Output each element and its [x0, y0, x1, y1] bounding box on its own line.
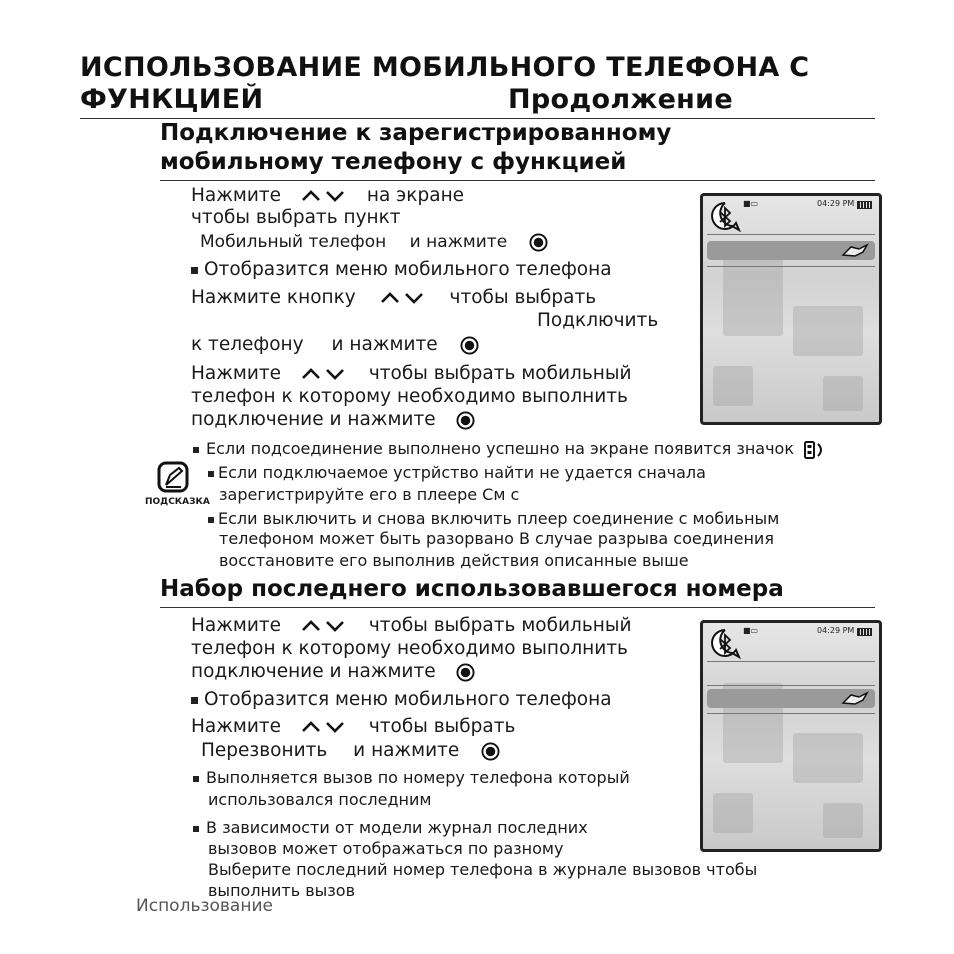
tip2-line2: телефоном может быть разорвано В случае разрыва соединения [219, 529, 774, 548]
s2-note2-line4: выполнить вызов [208, 881, 356, 900]
up-down-arrows-icon [301, 619, 349, 633]
up-down-arrows-icon [301, 189, 349, 203]
s1-step1-to-select: чтобы выбрать пункт [191, 207, 401, 228]
s2-note1-line2: использовался последним [208, 790, 432, 809]
s2-step2-redial: Перезвонить [201, 740, 328, 761]
device-screen-connect [700, 193, 882, 425]
s1-step1-and-press: и нажмите [409, 232, 508, 252]
tip2-line1: Если выключить и снова включить плеер соединение с мобиьным [208, 509, 779, 528]
signal-icon: ■▭ [743, 626, 759, 635]
s1-step1-on-screen: на экране [366, 185, 465, 206]
up-down-arrows-icon [301, 720, 349, 734]
s1-step2-line3 [191, 334, 479, 355]
s2-step1-select-mobile: чтобы выбрать мобильный [368, 615, 632, 636]
s1-step3-press: Нажмите [191, 363, 282, 384]
s1-step1-result: Отобразится меню мобильного телефона [191, 259, 612, 280]
bluetooth-icon [709, 201, 741, 233]
s1-step2-line1 [191, 287, 596, 308]
section1-divider [160, 180, 875, 181]
device-screen-redial [700, 620, 882, 852]
s2-step2-and-press: и нажмите [353, 740, 460, 761]
section2-divider [160, 607, 875, 608]
device-time: 04:29 PM [817, 199, 855, 208]
select-button-icon [481, 742, 500, 761]
device-time: 04:29 PM [817, 626, 855, 635]
select-button-icon [460, 336, 479, 355]
s1-step2-connect: Подключить [537, 310, 659, 331]
s2-step1-connection: подключение и нажмите [191, 661, 436, 682]
select-button-icon [456, 663, 475, 682]
tip-label: ПОДСКАЗКА [145, 497, 210, 507]
s2-step2-press: Нажмите [191, 716, 282, 737]
s1-step3-select-mobile: чтобы выбрать мобильный [368, 363, 632, 384]
s1-step2-press-button: Нажмите кнопку [191, 287, 356, 308]
tip2-line3: восстановите его выполнив действия описанные выше [219, 551, 689, 570]
up-down-arrows-icon [301, 367, 349, 381]
s2-note2-line3: Выберите последний номер телефона в журнале вызовов чтобы [208, 860, 758, 879]
s1-step1-line3 [200, 232, 548, 252]
tip1-line2: зарегистрируйте его в плеере См с [219, 485, 520, 504]
s1-step3-line1 [191, 363, 631, 384]
device-selected-item [707, 689, 875, 708]
s2-step2-line2 [201, 740, 500, 761]
s1-step2-and-press: и нажмите [331, 334, 438, 355]
page-title-line1: ИСПОЛЬЗОВАНИЕ МОБИЛЬНОГО ТЕЛЕФОНА С [80, 52, 810, 83]
tip1-line1: Если подключаемое устрйство найти не удается сначала [208, 463, 706, 482]
signal-icon: ■▭ [743, 199, 759, 208]
s2-step1-phone-to-which: телефон к которому необходимо выполнить [191, 638, 628, 659]
s1-step1-line1 [191, 185, 464, 206]
s2-step1-line1 [191, 615, 631, 636]
connected-phone-icon [803, 440, 827, 460]
s1-step3-line3 [191, 409, 475, 430]
page-title-continued: Продолжение [508, 84, 733, 115]
s2-note1-line1: Выполняется вызов по номеру телефона который [193, 768, 630, 787]
s1-step1-press: Нажмите [191, 185, 282, 206]
s1-note-success: Если подсоединение выполнено успешно на экране появится значок [193, 439, 827, 460]
s2-step1-press: Нажмите [191, 615, 282, 636]
select-button-icon [529, 233, 548, 252]
tip-note-icon [157, 461, 191, 495]
s2-note2-line2: вызовов может отображаться по разному [208, 839, 564, 858]
bluetooth-icon [709, 628, 741, 660]
section2-heading: Набор последнего использовавшегося номера [160, 576, 784, 602]
s2-step2-line1 [191, 716, 515, 737]
s1-step1-item: Мобильный телефон [200, 232, 387, 252]
redial-phone-icon [841, 691, 869, 706]
select-button-icon [456, 411, 475, 430]
up-down-arrows-icon [380, 291, 428, 305]
title-divider [80, 118, 875, 119]
section1-heading-line2: мобильному телефону с функцией [160, 149, 627, 175]
s2-note2-line1: В зависимости от модели журнал последних [193, 818, 588, 837]
battery-icon [857, 628, 872, 636]
s2-step2-to-select: чтобы выбрать [368, 716, 516, 737]
section1-heading-line1: Подключение к зарегистрированному [160, 120, 672, 146]
device-selected-item [707, 241, 875, 260]
s1-step2-to-select: чтобы выбрать [449, 287, 597, 308]
s2-step1-result: Отобразится меню мобильного телефона [191, 689, 612, 710]
s1-step2-to-phone: к телефону [191, 334, 304, 355]
s1-step3-phone-to-which: телефон к которому необходимо выполнить [191, 386, 628, 407]
s1-step3-connection: подключение и нажмите [191, 409, 436, 430]
battery-icon [857, 201, 872, 209]
page-title-line2: ФУНКЦИЕЙ [80, 84, 264, 115]
footer-label: Использование [136, 896, 273, 916]
connected-phone-icon [841, 243, 869, 258]
s2-step1-line3 [191, 661, 475, 682]
